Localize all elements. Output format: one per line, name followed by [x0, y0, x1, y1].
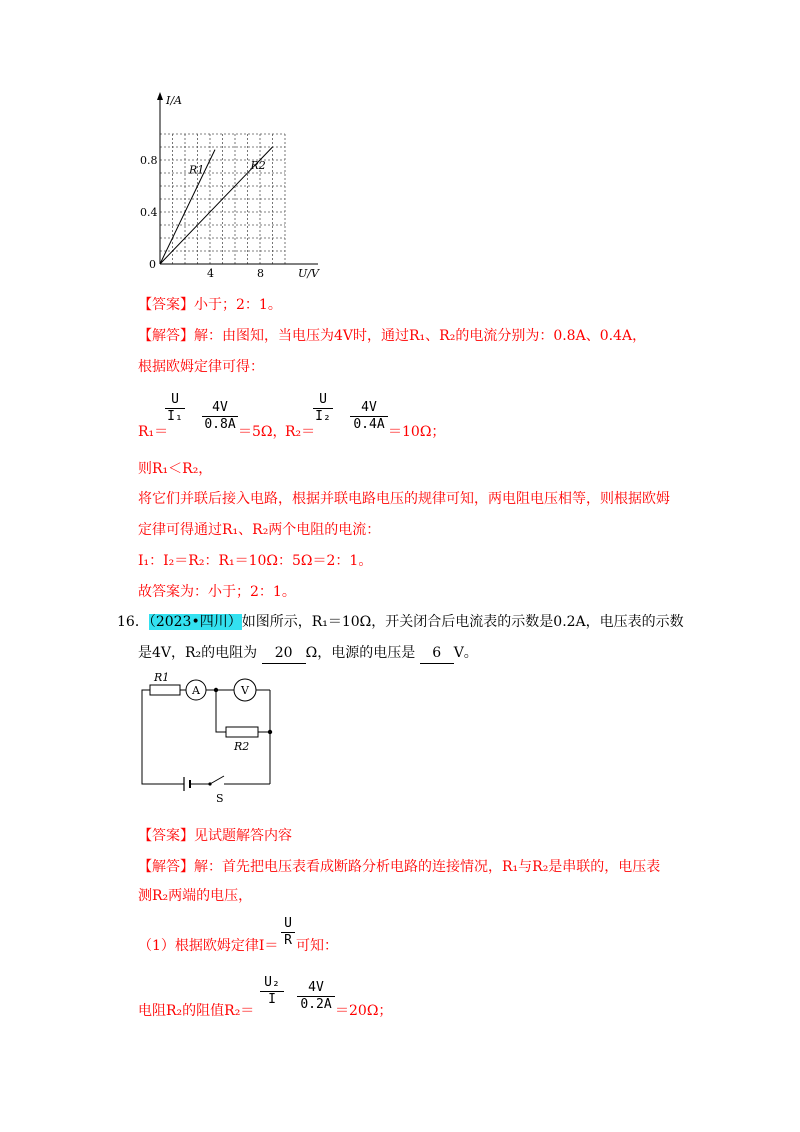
- solution-text: 解：首先把电压表看成断路分析电路的连接情况，R₁与R₂是串联的，电压表: [194, 859, 661, 875]
- answer-tag: 【答案】: [138, 297, 194, 313]
- x-axis-label: U/V: [298, 267, 319, 280]
- solution2-line1: [138, 857, 660, 877]
- answer-text: 见试题解答内容: [194, 828, 292, 844]
- fraction-u-i1: [165, 392, 185, 425]
- r2-label: R₂＝: [285, 424, 316, 440]
- series-lines: [160, 147, 273, 264]
- solution2-line4a: 电阻R₂的阻值R₂＝: [138, 1003, 255, 1019]
- solution1-line7: 故答案为：小于；2：1。: [138, 584, 296, 600]
- answer1-line: [138, 295, 282, 315]
- question-text: 如图所示，R₁＝10Ω，开关闭合后电流表的示数是0.2A，电压表的示数: [241, 614, 684, 630]
- series-label-r1: R1: [189, 163, 205, 177]
- solution1-line5: 定律可得通过R₁、R₂两个电阻的电流：: [138, 522, 381, 538]
- solution-tag: 【解答】: [138, 328, 194, 344]
- solution2-line4b: ＝20Ω；: [335, 1003, 393, 1019]
- r1-label: R₁＝: [138, 424, 169, 440]
- frac-den: 0.2A: [300, 997, 332, 1012]
- origin-label: 0: [149, 258, 156, 271]
- y-tick-label: 0.4: [140, 206, 158, 219]
- answer-blank-2: 6: [420, 643, 454, 664]
- solution-tag: 【解答】: [138, 859, 194, 875]
- series-line-r1: [160, 150, 215, 264]
- y-axis-label: I/A: [166, 94, 182, 107]
- question-text: V。: [453, 645, 478, 661]
- question16-line2: [138, 643, 478, 664]
- ammeter-label: A: [192, 684, 200, 697]
- question-text: Ω，电源的电压是: [305, 645, 416, 661]
- fraction-4v-04a: [350, 400, 388, 433]
- x-tick-label: 8: [257, 267, 264, 280]
- y-axis-arrow: [157, 92, 163, 100]
- fraction-u-r: [281, 916, 295, 949]
- solution1-line4: 将它们并联后接入电路，根据并联电路电压的规律可知，两电阻电压相等，则根据欧姆: [138, 491, 670, 507]
- answer-text: 小于；2：1。: [194, 297, 282, 313]
- solution1-line3: 则R₁＜R₂，: [138, 461, 213, 477]
- iu-graph: [130, 88, 330, 283]
- frac-num: 4V: [361, 400, 377, 415]
- junction-dot: [214, 688, 218, 692]
- fraction-u-i2: [313, 392, 333, 425]
- frac-den: 0.4A: [353, 417, 385, 432]
- fraction-4v-02a: [297, 980, 335, 1013]
- r2-resistor: [226, 727, 258, 737]
- question-source: （2023•四川）: [148, 614, 242, 630]
- frac-den: R: [284, 933, 292, 948]
- solution1-line6: I₁：I₂＝R₂：R₁＝10Ω：5Ω＝2：1。: [138, 553, 373, 569]
- frac-num: U: [171, 392, 179, 407]
- frac-den: 0.8A: [204, 417, 236, 432]
- solution1-line1: [138, 326, 646, 346]
- fraction-4v-08a: [202, 400, 238, 433]
- frac-num: U₂: [264, 975, 280, 990]
- answer-blank-1: 20: [262, 643, 306, 664]
- solution2-line3b: 可知：: [296, 938, 338, 954]
- frac-num: U: [319, 392, 327, 407]
- solution2-line3a: （1）根据欧姆定律I＝: [138, 938, 279, 954]
- r2-label: R2: [234, 740, 250, 753]
- solution1-line2: 根据欧姆定律可得：: [138, 359, 264, 375]
- r1-resistor: [150, 685, 180, 695]
- x-tick-label: 4: [207, 267, 214, 280]
- answer2-line: [138, 826, 292, 846]
- switch-label: S: [216, 792, 224, 805]
- solution2-line2: 测R₂两端的电压，: [138, 888, 253, 904]
- frac-den: I₂: [315, 409, 331, 424]
- circuit-diagram: [132, 668, 282, 808]
- question-number: 16．: [117, 614, 149, 630]
- frac-num: 4V: [308, 980, 324, 995]
- voltmeter-label: V: [241, 684, 249, 697]
- switch-blade: [210, 776, 224, 784]
- fraction-u2-i: [260, 975, 284, 1008]
- y-tick-label: 0.8: [140, 154, 158, 167]
- frac-num: 4V: [212, 400, 228, 415]
- series-label-r2: R2: [250, 159, 266, 172]
- question-text: 是4V，R₂的电阻为: [138, 645, 258, 661]
- question16-line1: [117, 612, 684, 632]
- frac-num: U: [284, 916, 292, 931]
- r2-result: ＝10Ω；: [388, 424, 446, 440]
- frac-den: I: [268, 992, 276, 1007]
- solution-text: 解：由图知，当电压为4V时，通过R₁、R₂的电流分别为：0.8A、0.4A，: [194, 328, 647, 344]
- junction-dot: [268, 730, 272, 734]
- frac-den: I₁: [167, 409, 183, 424]
- answer-tag: 【答案】: [138, 828, 194, 844]
- r1-label: R1: [154, 671, 170, 684]
- r1-result: ＝5Ω，: [238, 424, 287, 440]
